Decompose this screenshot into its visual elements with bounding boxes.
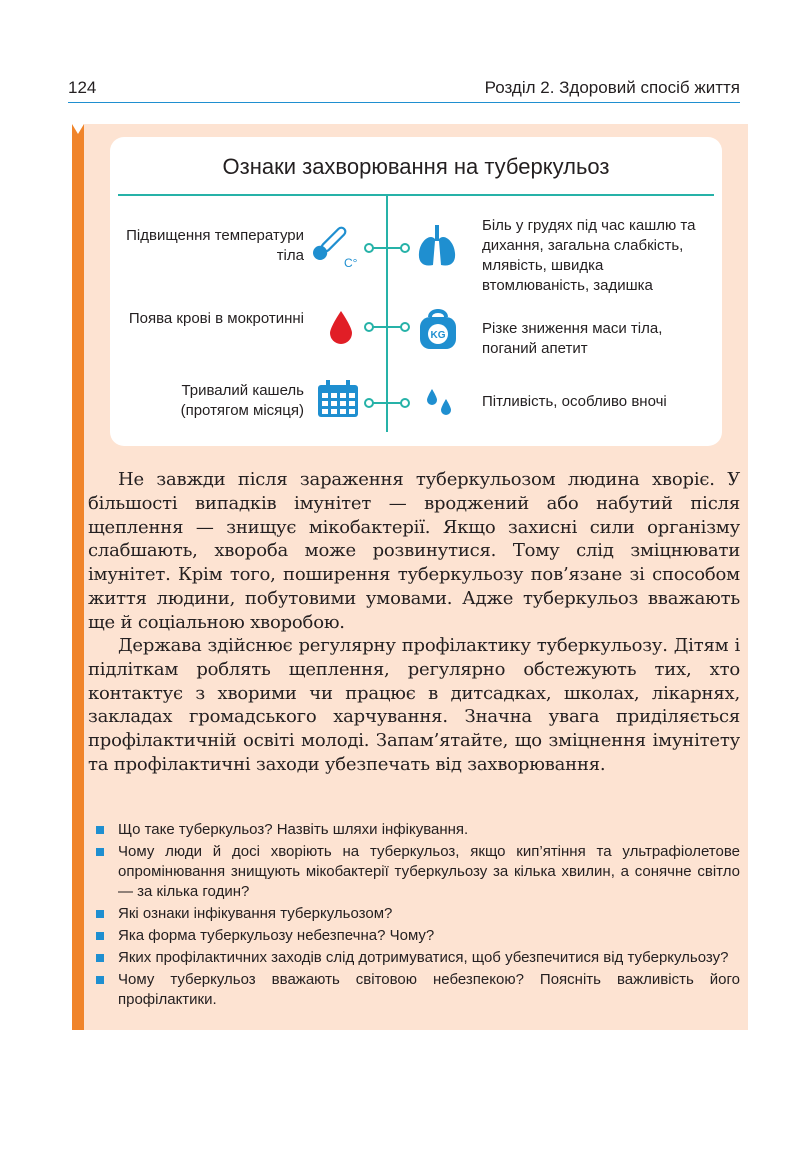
thermo-label: C° — [344, 256, 358, 270]
card-title: Ознаки захворювання на туберкульоз — [222, 154, 610, 179]
card-title-divider — [118, 194, 714, 196]
dot-right-1 — [400, 243, 410, 253]
calendar-icon — [316, 379, 360, 419]
symptom-fever: Підвищення температури тіла — [126, 227, 304, 264]
symptom-weight-loss: Різке зниження маси тіла, поганий апетит — [482, 320, 663, 357]
dot-left-3 — [364, 398, 374, 408]
bullet-icon — [96, 976, 104, 984]
question-text: Що таке туберкульоз? Назвіть шляхи інфікування. — [118, 821, 469, 838]
question-text: Чому люди й досі хворіють на туберкульоз, якщо кип’ятіння та ультрафіолетове опромінювання знищують мікобактерії туберкульозу за кілька хвилин, а сонячне світло — за кілька годин? — [118, 843, 740, 900]
blood-drop-icon — [328, 309, 354, 345]
lungs-icon — [416, 223, 458, 269]
dot-right-3 — [400, 398, 410, 408]
bullet-icon — [96, 954, 104, 962]
question-item — [96, 842, 740, 902]
question-item — [96, 970, 740, 1010]
bullet-icon — [96, 910, 104, 918]
sweat-drops-icon — [424, 387, 454, 417]
weight-label: KG — [430, 330, 446, 341]
question-item — [96, 904, 740, 924]
bullet-icon — [96, 848, 104, 856]
question-text: Яких профілактичних заходів слід дотримуватися, щоб убезпечитися від туберкульозу? — [118, 949, 729, 966]
paragraph-1: Не завжди після зараження туберкульозом людина хворіє. У більшості випадків імунітет — вроджений або набутий після щеплення — знищує мікобактерії. Якщо захисні сили організму слабшають, хвороба може розвинутися. Тому слід зміцнювати імунітет. Крім того, поширення туберкульозу пов’язане зі способом життя людини, побутовими умовами. Адже туберкульоз вважають ще й соціальною хворобою. — [88, 469, 740, 633]
questions-list — [96, 820, 740, 1012]
weight-icon — [416, 307, 460, 353]
chapter-title: Розділ 2. Здоровий спосіб життя — [484, 78, 740, 97]
panel-notch — [72, 124, 84, 134]
question-item — [96, 926, 740, 946]
symptom-cough: Тривалий кашель (протягом місяця) — [180, 382, 304, 419]
symptom-blood: Поява крові в мокротинні — [128, 310, 304, 327]
thermometer-icon — [310, 221, 362, 271]
header-divider — [68, 102, 740, 103]
page-number: 124 — [68, 78, 97, 97]
symptom-chest-pain: Біль у грудях під час кашлю та дихання, загальна слабкість, млявість, швидка втомлюваність, задишка — [482, 217, 696, 294]
symptom-sweating: Пітливість, особливо вночі — [482, 393, 667, 410]
bullet-icon — [96, 932, 104, 940]
dot-left-1 — [364, 243, 374, 253]
dot-left-2 — [364, 322, 374, 332]
question-text: Чому туберкульоз вважають світовою небезпекою? Поясніть важливість його профілактики. — [118, 971, 740, 1008]
page-header — [68, 78, 740, 102]
dot-right-2 — [400, 322, 410, 332]
paragraph-2: Держава здійснює регулярну профілактику туберкульозу. Дітям і підліткам роблять щеплення, регулярно обстежують тих, хто контактує з хворими чи працює в дитсадках, школах, лікарнях, закладах громадського харчування. Значна увага приділяється профілактичній освіті молоді. Запам’ятайте, що зміцнення імунітету та профілактичні заходи убезпечать від захворювання. — [88, 635, 740, 775]
card-center-axis — [386, 194, 388, 432]
question-item — [96, 948, 740, 968]
question-text: Яка форма туберкульозу небезпечна? Чому? — [118, 927, 435, 944]
panel-accent-bar — [72, 124, 84, 1030]
question-text: Які ознаки інфікування туберкульозом? — [118, 905, 393, 922]
bullet-icon — [96, 826, 104, 834]
question-item — [96, 820, 740, 840]
symptoms-card — [110, 137, 722, 446]
